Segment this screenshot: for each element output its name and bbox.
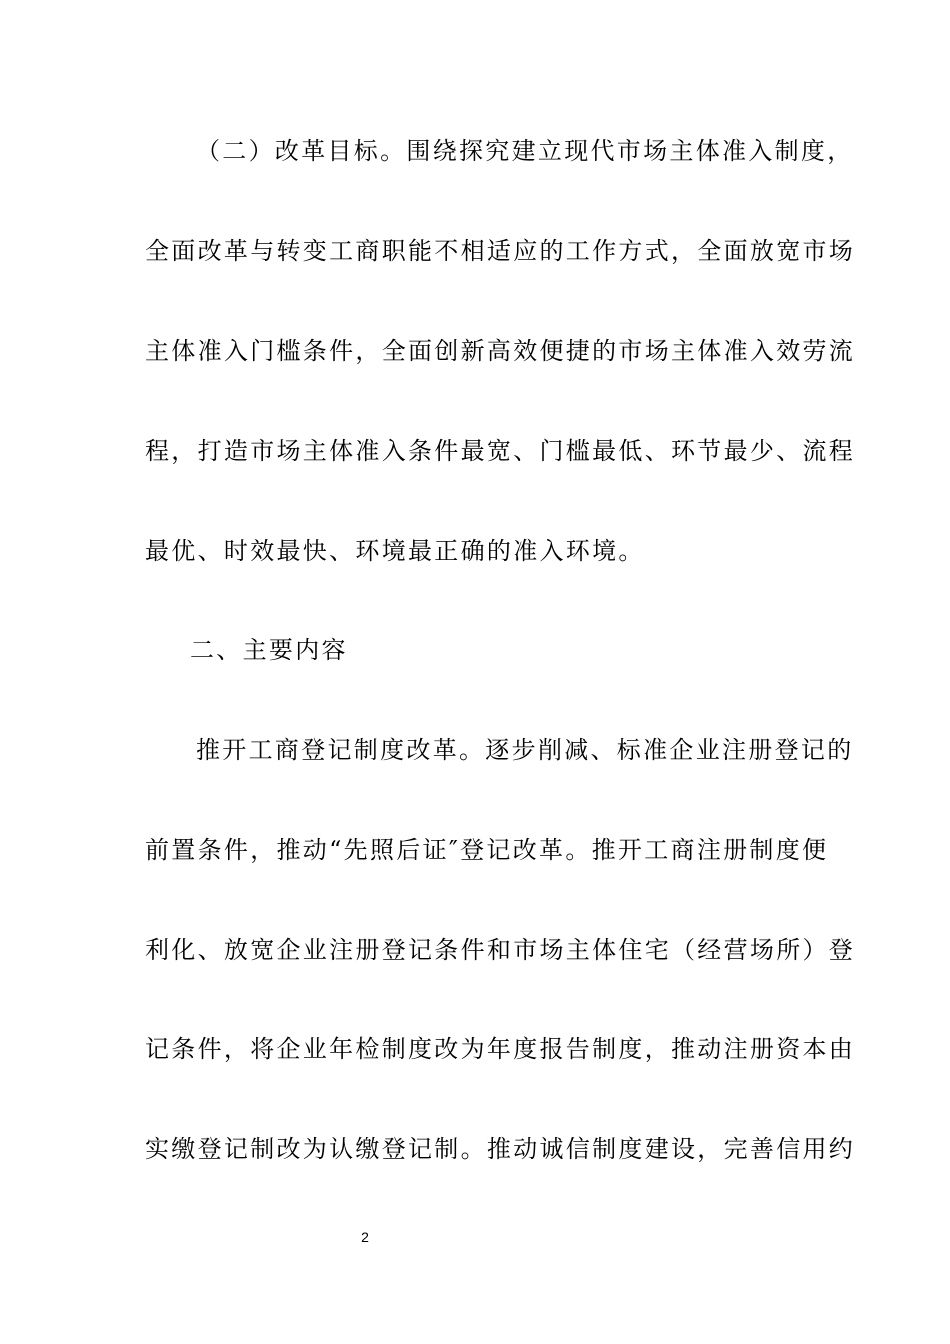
paragraph-line: 主体准入门槛条件，全面创新高效便捷的市场主体准入效劳流 (145, 337, 856, 365)
paragraph-line: 前置条件，推动“先照后证″登记改革。推开工商注册制度便 (145, 836, 829, 864)
paragraph-line: 推开工商登记制度改革。逐步削减、标准企业注册登记的 (196, 736, 854, 764)
paragraph-line: （二）改革目标。围绕探究建立现代市场主体准入制度， (196, 137, 854, 165)
paragraph-line: 实缴登记制改为认缴登记制。推动诚信制度建设，完善信用约 (145, 1135, 856, 1163)
section-heading: 二、主要内容 (190, 636, 348, 664)
paragraph-line: 程，打造市场主体准入条件最宽、门槛最低、环节最少、流程 (145, 437, 856, 465)
page-number: 2 (361, 1229, 369, 1245)
paragraph-line: 利化、放宽企业注册登记条件和市场主体住宅（经营场所）登 (145, 936, 856, 964)
paragraph-line: 最优、时效最快、环境最正确的准入环境。 (145, 537, 645, 565)
paragraph-line: 记条件，将企业年检制度改为年度报告制度，推动注册资本由 (145, 1035, 856, 1063)
paragraph-line: 全面改革与转变工商职能不相适应的工作方式，全面放宽市场 (145, 237, 856, 265)
